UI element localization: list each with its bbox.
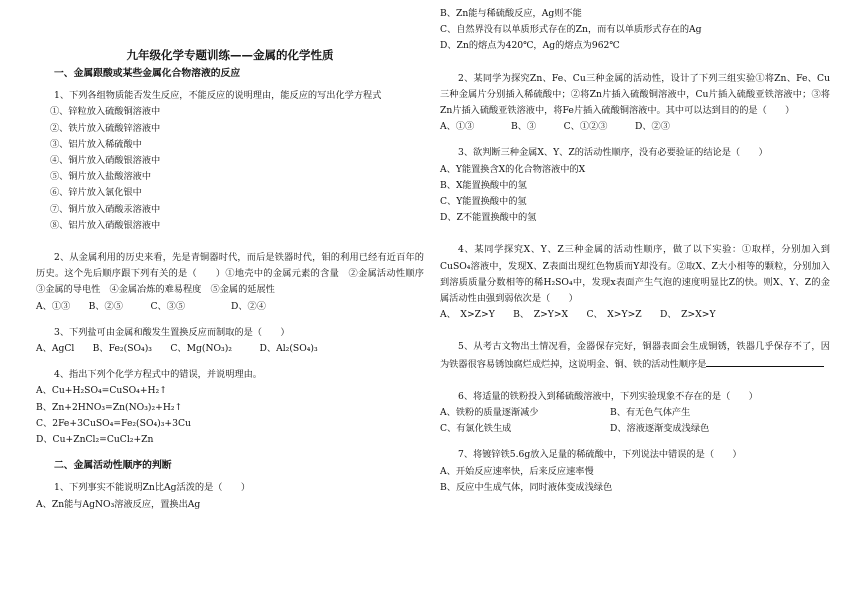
s2-q1-option: A、Zn能与AgNO₃溶液反应，置换出Ag <box>36 498 201 510</box>
s2-q7-option: A、开始反应速率快，后来反应速率慢 <box>440 465 594 477</box>
s1-q4-option: D、Cu+ZnCl₂=CuCl₂+Zn <box>36 434 154 446</box>
s1-q4-stem: 4、指出下列个化学方程式中的错误，并说明理由。 <box>54 369 262 381</box>
s1-q3-stem: 3、下列盐可由金属和酸发生置换反应而制取的是（ ） <box>54 326 290 338</box>
s2-q3-option: D、Z不能置换酸中的氢 <box>440 212 537 224</box>
s1-q1-item: ①、锌粒放入硫酸铜溶液中 <box>50 106 161 118</box>
s1-q3-options: A、AgCl B、Fe₂(SO₄)₃ C、Mg(NO₃)₂ D、Al₂(SO₄)₃ <box>36 343 318 355</box>
s2-q6-option: D、溶液逐渐变成浅绿色 <box>610 423 710 435</box>
s1-q4-option: B、Zn+2HNO₃=Zn(NO₃)₂+H₂↑ <box>36 401 183 413</box>
s1-q1-item: ④、铜片放入硝酸银溶液中 <box>50 155 161 167</box>
s1-q1-item: ⑤、铜片放入盐酸溶液中 <box>50 171 152 183</box>
s2-q6-stem: 6、将适量的铁粉投入到稀硫酸溶液中，下列实验现象不存在的是（ ） <box>458 390 758 402</box>
s2-q6-option: B、有无色气体产生 <box>610 407 691 419</box>
s2-q1-stem: 1、下列事实不能说明Zn比Ag活泼的是（ ） <box>54 482 251 494</box>
s2-q5-stem <box>440 339 830 372</box>
s2-q4-stem: 4、某同学探究X、Y、Z三种金属的活动性顺序，做了以下实验：①取样，分别加入到CuSO₄溶液中，发现X、Z表面出现红色物质而Y却没有。②取X、Z大小相等的颗粒，分别加入到溶质质量分数相等的稀H₂SO₄中，发现x表面产生气泡的速度明显比Z的快。则X、Y、Z的金属活动性由强到弱依次是（ ） <box>440 244 830 305</box>
s2-q1-option: B、Zn能与稀硫酸反应，Ag则不能 <box>440 8 582 19</box>
s2-q3-option: B、X能置换酸中的氢 <box>440 179 527 191</box>
section1-heading: 一、金属跟酸或某些金属化合物溶液的反应 <box>54 68 241 79</box>
s2-q4-options: A、 X>Z>Y B、 Z>Y>X C、 X>Y>Z D、 Z>X>Y <box>440 309 716 321</box>
s1-q1-item: ⑦、铜片放入硝酸汞溶液中 <box>50 203 161 215</box>
s1-q1-item: ⑧、铝片放入硝酸银溶液中 <box>50 219 161 231</box>
s1-q1-item: ②、铁片放入硫酸锌溶液中 <box>50 122 161 134</box>
right-column <box>440 6 830 496</box>
s1-q2-options: A、①③ B、②⑤ C、③⑤ D、②④ <box>36 300 266 312</box>
s1-q4-option: A、Cu+H₂SO₄=CuSO₄+H₂↑ <box>36 385 167 397</box>
s2-q2-options: A、①③ B、③ C、①②③ D、②③ <box>440 121 670 133</box>
s1-q2-stem: 2、从金属利用的历史来看，先是青铜器时代，而后是铁器时代，钼的利用已经有近百年的历史。这个先后顺序跟下列有关的是（ ）①地壳中的金属元素的含量 ②金属活动性顺序 ③金属的导电性 ④金属冶炼的难易程度 ⑤金属的延展性 <box>36 252 434 296</box>
s2-q6-option: A、铁粉的质量逐渐减少 <box>440 407 539 419</box>
s2-q1-option: D、Zn的熔点为420℃，Ag的熔点为962℃ <box>440 40 620 52</box>
s2-q3-option: A、Y能置换含X的化合物溶液中的X <box>440 163 586 175</box>
section2-heading: 二、金属活动性顺序的判断 <box>54 460 172 472</box>
s1-q1-item: ③、铝片放入稀硫酸中 <box>50 138 142 150</box>
s2-q3-option: C、Y能置换酸中的氢 <box>440 196 527 208</box>
s2-q7-stem: 7、将镀锌铁5.6g放入足量的稀硫酸中，下列说法中错误的是（ ） <box>458 449 742 461</box>
s2-q7-option: B、反应中生成气体，同时液体变成浅绿色 <box>440 481 613 493</box>
s2-q5-text: 5、从考古文物出土情况看，金器保存完好，铜器表面会生成铜锈，铁器几乎保存不了，因为铁器很容易锈蚀腐烂成烂掉，这说明金、铜、铁的活动性顺序是 <box>440 341 830 370</box>
s2-q2-stem: 2、某同学为探究Zn、Fe、Cu三种金属的活动性，设计了下列三组实验①将Zn、Fe、Cu三种金属片分别插入稀硫酸中；②将Zn片插入硫酸铜溶液中，Cu片插入硫酸亚铁溶液中；③将Zn片插入硫酸亚铁溶液中，将Fe片插入硫酸铜溶液中。其中可以达到目的的是（ ） <box>440 72 830 117</box>
s1-q1-stem: 1、下列各组物质能否发生反应，不能反应的说明理由，能反应的写出化学方程式 <box>54 90 382 102</box>
s2-q1-option: C、自然界没有以单质形式存在的Zn，而有以单质形式存在的Ag <box>440 24 702 36</box>
answer-blank[interactable] <box>706 356 824 367</box>
page-title: 九年级化学专题训练——金属的化学性质 <box>126 48 334 62</box>
left-column <box>36 46 434 513</box>
s2-q6-options-row <box>440 421 830 437</box>
s1-q4-option: C、2Fe+3CuSO₄=Fe₂(SO₄)₃+3Cu <box>36 417 191 429</box>
s2-q6-options-row <box>440 405 830 421</box>
s2-q6-option: C、有氯化铁生成 <box>440 423 512 435</box>
s2-q3-stem: 3、欲判断三种金属X、Y、Z的活动性顺序，没有必要验证的结论是（ ） <box>458 147 768 159</box>
s1-q1-item: ⑥、锌片放入氯化银中 <box>50 187 142 199</box>
